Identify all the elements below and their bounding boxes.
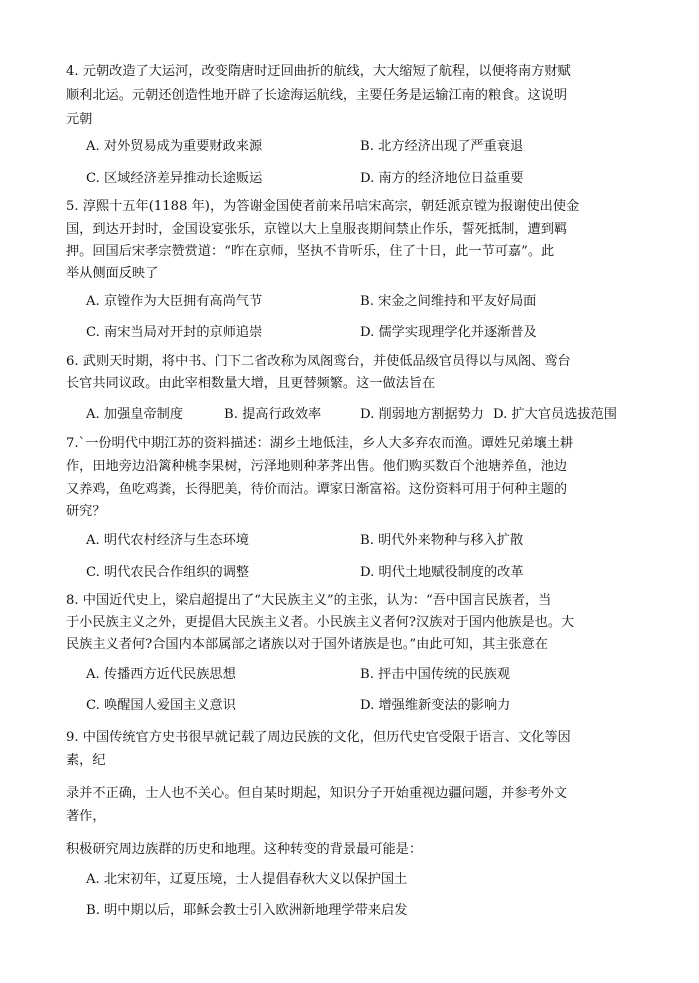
q6-option-d: D. 扩大官员选拔范围 bbox=[493, 407, 617, 422]
q5-option-d: D. 儒学实现理学化并逐渐普及 bbox=[360, 325, 537, 340]
q7-option-a: A. 明代农村经济与生态环境 bbox=[86, 533, 249, 548]
q5-stem-line: 国，到达开封时，金国设宴张乐，京镗以大上皇服丧期间禁止作乐，誓死抵制，遭到羁 bbox=[66, 222, 568, 237]
q9-stem-line: 录并不正确，士人也不关心。但自某时期起，知识分子开始重视边疆问题，并参考外文 bbox=[66, 786, 568, 801]
q8-stem-line: 8. 中国近代史上，梁启超提出了“大民族主义”的主张，认为：“吾中国言民族者，当 bbox=[66, 593, 552, 608]
q4-stem-line: 4. 元朝改造了大运河，改变隋唐时迂回曲折的航线，大大缩短了航程，以便将南方财赋 bbox=[66, 64, 571, 79]
q9-stem-line: 9. 中国传统官方史书很早就记载了周边民族的文化，但历代史官受限于语言、文化等因 bbox=[66, 730, 571, 745]
q5-option-b: B. 宋金之间维持和平友好局面 bbox=[360, 294, 537, 309]
q4-option-c: C. 区域经济差异推动长途贩运 bbox=[86, 171, 263, 186]
q6-option-b: B. 提高行政效率 bbox=[224, 407, 322, 422]
q5-option-c: C. 南宋当局对开封的京师追崇 bbox=[86, 325, 263, 340]
q8-option-d: D. 增强维新变法的影响力 bbox=[360, 698, 511, 713]
q7-option-c: C. 明代农民合作组织的调整 bbox=[86, 565, 250, 580]
q4-stem-line: 顺利北运。元朝还创造性地开辟了长途海运航线，主要任务是运输江南的粮食。这说明 bbox=[66, 88, 568, 103]
q7-stem-line: 研究？ bbox=[66, 504, 106, 519]
q6-option-c: D. 削弱地方割据势力 bbox=[360, 407, 484, 422]
q5-option-a: A. 京镗作为大臣拥有高尚气节 bbox=[86, 294, 263, 309]
q9-stem-line: 著作， bbox=[66, 809, 106, 824]
q5-stem-line: 5. 淳熙十五年(1188 年)，为答谢金国使者前来吊唁宋高宗，朝廷派京镗为报谢使出使金 bbox=[66, 199, 580, 214]
q9-option-a: A. 北宋初年，辽夏压境，士人提倡春秋大义以保护国土 bbox=[86, 872, 408, 887]
q4-stem-line: 元朝 bbox=[66, 112, 93, 127]
q4-option-b: B. 北方经济出现了严重衰退 bbox=[360, 139, 524, 154]
q8-option-c: C. 唤醒国人爱国主义意识 bbox=[86, 698, 236, 713]
q7-stem-line: 7.`一份明代中期江苏的资料描述：湖乡土地低洼，乡人大多弃农而渔。谭姓兄弟壤土耕 bbox=[66, 436, 574, 451]
q4-option-a: A. 对外贸易成为重要财政来源 bbox=[86, 139, 263, 154]
q7-stem-line: 又养鸡，鱼吃鸡粪，长得肥美，待价而沽。谭家日渐富裕。这份资料可用于何种主题的 bbox=[66, 482, 568, 497]
q8-stem-line: 民族主义者何?合国内本部属部之诸族以对于国外诸族是也。”由此可知，其主张意在 bbox=[66, 637, 548, 652]
q6-stem-line: 长官共同议政。由此宰相数量大增，且更替频繁。这一做法旨在 bbox=[66, 376, 436, 391]
q9-option-b: B. 明中期以后，耶稣会教士引入欧洲新地理学带来启发 bbox=[86, 903, 408, 918]
q5-stem-line: 押。回国后宋孝宗赞赏道：“昨在京师，坚执不肯听乐，住了十日，此一节可嘉”。此 bbox=[66, 244, 555, 259]
q8-option-b: B. 抨击中国传统的民族观 bbox=[360, 667, 510, 682]
q5-stem-line: 举从侧面反映了 bbox=[66, 266, 159, 281]
q7-option-d: D. 明代土地赋役制度的改革 bbox=[360, 565, 524, 580]
q9-stem-line: 素，纪 bbox=[66, 753, 106, 768]
q9-stem-line: 积极研究周边族群的历史和地理。这种转变的背景最可能是： bbox=[66, 842, 423, 857]
q6-option-a: A. 加强皇帝制度 bbox=[86, 407, 184, 422]
q8-option-a: A. 传播西方近代民族思想 bbox=[86, 667, 236, 682]
q4-option-d: D. 南方的经济地位日益重要 bbox=[360, 171, 524, 186]
q7-stem-line: 作，田地旁边沿篱种桃李果树，污泽地则种茅荠出售。他们购买数百个池塘养鱼，池边 bbox=[66, 459, 568, 474]
q7-option-b: B. 明代外来物种与移入扩散 bbox=[360, 533, 524, 548]
q8-stem-line: 于小民族主义之外，更提倡大民族主义者。小民族主义者何?汉族对于国内他族是也。大 bbox=[66, 615, 575, 630]
q6-stem-line: 6. 武则天时期，将中书、门下二省改称为凤阁鸾台，并使低品级官员得以与凤阁、鸾台 bbox=[66, 354, 571, 369]
